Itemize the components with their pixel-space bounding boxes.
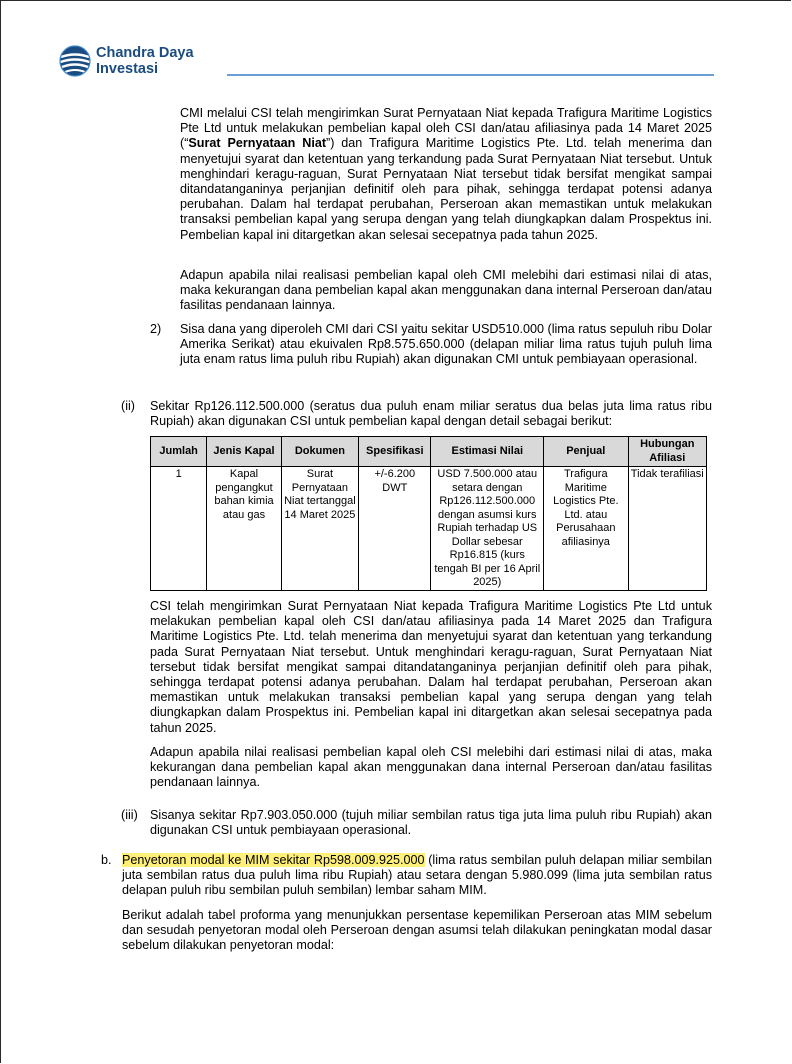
- paragraph-text: ”) dan Trafigura Maritime Logistics Pte. Ltd. telah menerima dan menyetujui syarat dan ketentuan yang terkandung pada Surat Pernyataan Niat tersebut. Untuk menghindari keragu-raguan, Surat Pernyataan Niat tersebut tidak bersifat mengikat sampai ditandatanganinya perjanjian definitif oleh para pihak, sehingga terdapat potensi adanya perubahan. Dalam hal terdapat perubahan, Perseroan akan memastikan untuk melakukan transaksi pembelian kapal yang serupa dengan yang telah diungkapkan dalam Prospektus ini. Pembelian kapal ini ditargetkan akan selesai secepatnya pada tahun 2025.: [180, 136, 712, 242]
- paragraph-text: CSI telah mengirimkan Surat Pernyataan Niat kepada Trafigura Maritime Logistics Pte Ltd untuk melakukan pembelian kapal oleh CSI dan/atau afiliasinya pada 14 Maret 2025 dan Trafigura Maritime Logistics Pte. Ltd. telah menerima dan menyetujui syarat dan ketentuan yang terkandung pada Surat Pernyataan Niat tersebut. Untuk menghindari keragu-raguan, Surat Pernyataan Niat tersebut tidak bersifat mengikat sampai ditandatanganinya perjanjian definitif oleh para pihak, sehingga terdapat potensi adanya perubahan. Dalam hal terdapat perubahan, Perseroan akan memastikan untuk melakukan transaksi pembelian kapal yang serupa dengan yang telah diungkapkan dalam Prospektus ini. Pembelian kapal ini ditargetkan akan selesai secepatnya pada tahun 2025.: [150, 599, 712, 735]
- paragraph-cmi-shortfall: [180, 268, 712, 314]
- paragraph-text: CMI melalui CSI telah mengirimkan Surat Pernyataan Niat kepada Trafigura Maritime Logistics Pte Ltd untuk melakukan pembelian kapal oleh CSI dan/atau afiliasinya pada 14 Maret 2025 (“: [180, 106, 712, 151]
- table-cell: USD 7.500.000 atau setara dengan Rp126.112.500.000 dengan asumsi kurs Rupiah terhadap US Dollar sebesar Rp16.815 (kurs tengah BI per 16 April 2025): [431, 467, 544, 591]
- table-cell: Kapal pengangkut bahan kimia atau gas: [207, 467, 281, 591]
- item-b-text: [122, 853, 712, 899]
- paragraph-text: Adapun apabila nilai realisasi pembelian kapal oleh CMI melebihi dari estimasi nilai di atas, maka kekurangan dana pembelian kapal akan menggunakan dana internal Perseroan dan/atau fasilitas pendanaan lainnya.: [180, 268, 712, 313]
- item-2-text: Sisa dana yang diperoleh CMI dari CSI yaitu sekitar USD510.000 (lima ratus sepuluh ribu Dolar Amerika Serikat) atau ekuivalen Rp8.575.650.000 (delapan miliar lima ratus tujuh puluh lima juta enam ratus lima puluh ribu Rupiah) akan digunakan CMI untuk pembiayaan operasional.: [180, 322, 712, 367]
- table-header-cell: Spesifikasi: [359, 437, 431, 467]
- table-cell: Trafigura Maritime Logistics Pte. Ltd. atau Perusahaan afiliasinya: [544, 467, 628, 591]
- paragraph-csi-shortfall: [150, 745, 712, 791]
- item-2-label: 2): [150, 322, 162, 336]
- table-cell: Tidak terafiliasi: [628, 467, 706, 591]
- table-cell: +/-6.200 DWT: [359, 467, 431, 591]
- paragraph-text: Adapun apabila nilai realisasi pembelian kapal oleh CSI melebihi dari estimasi nilai di atas, maka kekurangan dana pembelian kapal akan menggunakan dana internal Perseroan dan/atau fasilitas pendanaan lainnya.: [150, 745, 712, 790]
- table-header-cell: Jumlah: [151, 437, 207, 467]
- paragraph-cmi-letter-of-intent: [180, 106, 712, 243]
- paragraph-proforma-intro: [122, 908, 712, 954]
- table-header-cell: Penjual: [544, 437, 628, 467]
- table-cell: 1: [151, 467, 207, 591]
- header-rule: [227, 74, 714, 76]
- company-name-line1: Chandra Daya: [96, 45, 194, 61]
- table-header-cell: Dokumen: [281, 437, 358, 467]
- table-header-cell: Hubungan Afiliasi: [628, 437, 706, 467]
- paragraph-csi-letter-of-intent: [150, 599, 712, 736]
- item-iii-label: (iii): [121, 808, 138, 822]
- company-name-line2: Investasi: [96, 61, 159, 77]
- table-row: [151, 467, 707, 591]
- item-iii-text: Sisanya sekitar Rp7.903.050.000 (tujuh miliar sembilan ratus tiga juta lima puluh ribu Rupiah) akan digunakan CSI untuk pembiayaan operasional.: [150, 808, 712, 838]
- paragraph-text: Berikut adalah tabel proforma yang menunjukkan persentase kepemilikan Perseroan atas MIM sebelum dan sesudah penyetoran modal oleh Perseroan dengan asumsi telah dilakukan peningkatan modal dasar sebelum dilakukan penyetoran modal:: [122, 908, 712, 953]
- table-header-cell: Jenis Kapal: [207, 437, 281, 467]
- highlighted-amount: Penyetoran modal ke MIM sekitar Rp598.009.925.000: [122, 853, 425, 867]
- company-logo: [59, 45, 194, 77]
- table-cell: Surat Pernyataan Niat tertanggal 14 Maret 2025: [281, 467, 358, 591]
- item-ii-label: (ii): [121, 399, 135, 413]
- table-header-row: [151, 437, 707, 467]
- paragraph-text: (lima ratus sembilan puluh delapan miliar sembilan juta sembilan ratus dua puluh lima ribu Rupiah) atau setara dengan 5.980.099 (lima juta sembilan ratus delapan puluh ribu sembilan puluh sembilan) lembar saham MIM.: [122, 853, 713, 898]
- ship-purchase-table: [150, 436, 707, 591]
- item-ii-text: Sekitar Rp126.112.500.000 (seratus dua puluh enam miliar seratus dua belas juta lima ratus ribu Rupiah) akan digunakan CSI untuk pembelian kapal dengan detail sebagai berikut:: [150, 399, 712, 429]
- table-header-cell: Estimasi Nilai: [431, 437, 544, 467]
- globe-logo-icon: [59, 45, 91, 77]
- bold-term: Surat Pernyataan Niat: [188, 136, 327, 151]
- item-b-label: b.: [101, 853, 112, 867]
